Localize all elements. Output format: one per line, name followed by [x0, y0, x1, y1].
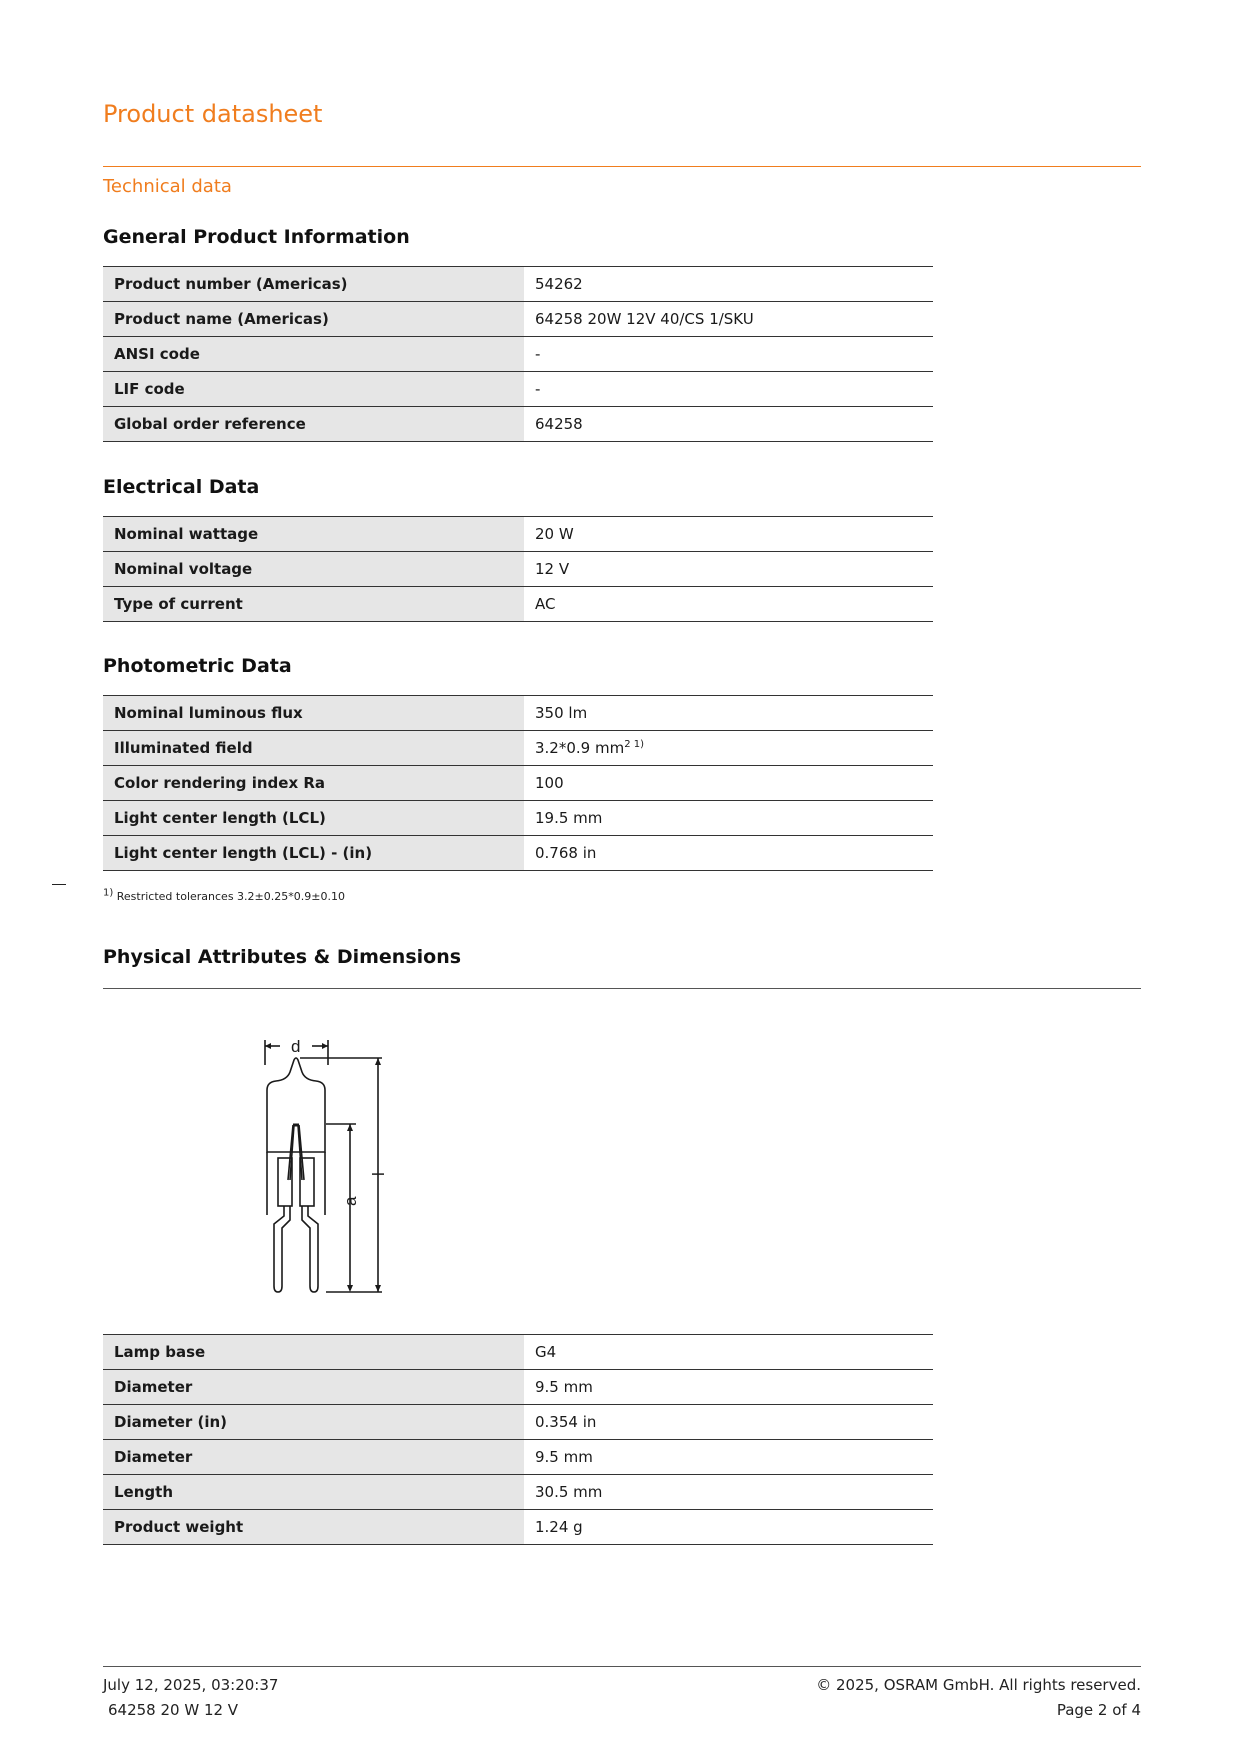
row-label: Nominal luminous flux	[103, 696, 524, 731]
dimension-label-l: l	[369, 1172, 388, 1176]
lamp-dimension-drawing	[250, 1030, 410, 1300]
table-row	[103, 766, 933, 801]
physical-heading: Physical Attributes & Dimensions	[103, 946, 462, 968]
electrical-table	[103, 516, 933, 622]
table-row	[103, 1510, 933, 1545]
row-value: 64258 20W 12V 40/CS 1/SKU	[524, 302, 933, 337]
footer-divider	[103, 1666, 1141, 1667]
table-row	[103, 1405, 933, 1440]
section-divider	[103, 988, 1141, 989]
row-value	[524, 731, 933, 766]
footer-page-number: Page 2 of 4	[1056, 1701, 1141, 1719]
table-row	[103, 372, 933, 407]
row-label: Product number (Americas)	[103, 267, 524, 302]
row-value: 19.5 mm	[524, 801, 933, 836]
value-text: 3.2*0.9 mm	[535, 739, 625, 757]
row-value: G4	[524, 1335, 933, 1370]
row-label: ANSI code	[103, 337, 524, 372]
table-row	[103, 267, 933, 302]
row-label: Color rendering index Ra	[103, 766, 524, 801]
table-row	[103, 801, 933, 836]
table-row	[103, 517, 933, 552]
row-value: -	[524, 372, 933, 407]
table-row	[103, 587, 933, 622]
row-label: Light center length (LCL)	[103, 801, 524, 836]
row-value: 0.354 in	[524, 1405, 933, 1440]
row-value: 64258	[524, 407, 933, 442]
general-table	[103, 266, 933, 442]
row-value: 20 W	[524, 517, 933, 552]
table-row	[103, 1440, 933, 1475]
row-label: LIF code	[103, 372, 524, 407]
row-label: Type of current	[103, 587, 524, 622]
table-row	[103, 1370, 933, 1405]
table-row	[103, 1475, 933, 1510]
row-value: 30.5 mm	[524, 1475, 933, 1510]
row-label: Diameter (in)	[103, 1405, 524, 1440]
footnote	[103, 887, 345, 903]
row-label: Lamp base	[103, 1335, 524, 1370]
row-label: Global order reference	[103, 407, 524, 442]
table-row	[103, 836, 933, 871]
table-row	[103, 1335, 933, 1370]
dimension-label-a: a	[341, 1196, 360, 1206]
table-row	[103, 407, 933, 442]
footer-date: July 12, 2025, 03:20:37	[103, 1676, 279, 1694]
table-row	[103, 731, 933, 766]
dimension-label-d: d	[291, 1037, 301, 1056]
physical-table	[103, 1334, 933, 1545]
row-value: 1.24 g	[524, 1510, 933, 1545]
row-label: Length	[103, 1475, 524, 1510]
margin-mark	[52, 884, 66, 885]
row-label: Diameter	[103, 1440, 524, 1475]
footer-copyright: © 2025, OSRAM GmbH. All rights reserved.	[816, 1676, 1141, 1694]
photometric-heading: Photometric Data	[103, 655, 292, 677]
table-row	[103, 552, 933, 587]
row-value: 9.5 mm	[524, 1440, 933, 1475]
row-value: 12 V	[524, 552, 933, 587]
row-value: 9.5 mm	[524, 1370, 933, 1405]
footnote-mark: 1)	[103, 887, 114, 899]
electrical-heading: Electrical Data	[103, 476, 260, 498]
title-divider	[103, 166, 1141, 167]
row-value: 0.768 in	[524, 836, 933, 871]
row-value: -	[524, 337, 933, 372]
photometric-table	[103, 695, 933, 871]
footer-product: 64258 20 W 12 V	[108, 1701, 239, 1719]
row-label: Nominal wattage	[103, 517, 524, 552]
table-row	[103, 302, 933, 337]
row-label: Light center length (LCL) - (in)	[103, 836, 524, 871]
row-label: Product weight	[103, 1510, 524, 1545]
page-title: Product datasheet	[103, 100, 323, 128]
row-value: AC	[524, 587, 933, 622]
table-row	[103, 337, 933, 372]
row-label: Diameter	[103, 1370, 524, 1405]
row-label: Illuminated field	[103, 731, 524, 766]
table-row	[103, 696, 933, 731]
section-label: Technical data	[103, 176, 232, 197]
footnote-text: Restricted tolerances 3.2±0.25*0.9±0.10	[116, 890, 345, 903]
general-heading: General Product Information	[103, 226, 410, 248]
row-label: Product name (Americas)	[103, 302, 524, 337]
row-value: 54262	[524, 267, 933, 302]
value-superscript: 2 1)	[624, 739, 645, 750]
row-value: 350 lm	[524, 696, 933, 731]
row-value: 100	[524, 766, 933, 801]
row-label: Nominal voltage	[103, 552, 524, 587]
